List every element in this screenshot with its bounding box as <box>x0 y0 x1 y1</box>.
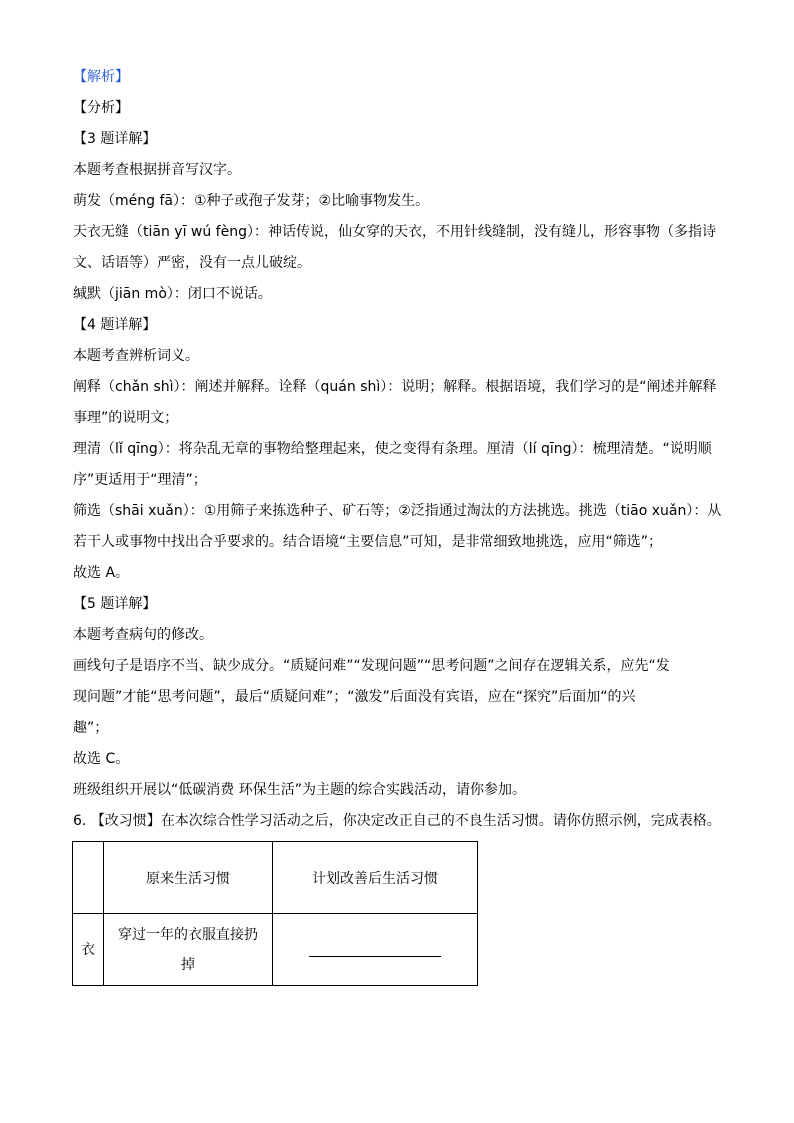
table-header-blank <box>73 842 104 914</box>
habit-table <box>72 841 478 986</box>
q5-line-1: 画线句子是语序不当、缺少成分。“质疑问难”“发现问题”“思考问题”之间存在逻辑关系，应先“发 <box>73 658 670 674</box>
q3-title: 【3 题详解】 <box>73 131 157 147</box>
q5-title: 【5 题详解】 <box>73 596 157 612</box>
q4-answer: 故选 A。 <box>73 565 130 581</box>
row-original-line-1: 穿过一年的衣服直接扔 <box>118 926 258 943</box>
q5-line-2: 现问题”才能“思考问题”，最后“质疑问难”；“激发”后面没有宾语，应在“探究”后面加“的兴 <box>73 689 636 705</box>
row-label-clothing: 衣 <box>73 914 104 986</box>
q5-line-3: 趣”； <box>73 720 109 736</box>
q4-line-5: 筛选（shāi xuǎn）：①用筛子来拣选种子、矿石等；②泛指通过淘汰的方法挑选。挑选（tiāo xuǎn）：从 <box>73 503 722 519</box>
q6-text: 在本次综合性学习活动之后，你决定改正自己的不良生活习惯。请你仿照示例，完成表格。 <box>160 813 721 829</box>
activity-intro: 班级组织开展以“低碳消费 环保生活”为主题的综合实践活动，请你参加。 <box>73 782 526 798</box>
table-header-row <box>73 842 478 914</box>
q6-number: 6. <box>73 813 87 829</box>
row-original-habit <box>104 914 273 986</box>
answer-blank-line[interactable] <box>309 942 441 957</box>
row-original-line-2: 掉 <box>181 956 195 973</box>
q6-prompt <box>73 806 723 837</box>
q3-intro: 本题考查根据拼音写汉字。 <box>73 162 241 178</box>
q4-line-1: 阐释（chǎn shì）：阐述并解释。诠释（quán shì）：说明；解释。根据语境，我们学习的是“阐述并解释 <box>73 379 717 395</box>
q4-intro: 本题考查辨析词义。 <box>73 348 199 364</box>
q4-title: 【4 题详解】 <box>73 317 157 333</box>
document-page <box>73 62 723 837</box>
q3-line-3: 文、话语等）严密，没有一点儿破绽。 <box>73 255 311 271</box>
q3-line-1: 萌发（méng fā）：①种子或孢子发芽；②比喻事物发生。 <box>73 193 430 209</box>
q3-line-2: 天衣无缝（tiān yī wú fèng）：神话传说，仙女穿的天衣，不用针线缝制，没有缝儿，形容事物（多指诗 <box>73 224 716 240</box>
q5-intro: 本题考查病句的修改。 <box>73 627 213 643</box>
q3-line-4: 缄默（jiān mò）：闭口不说话。 <box>73 286 272 302</box>
table-header-original: 原来生活习惯 <box>104 842 273 914</box>
table-row <box>73 914 478 986</box>
analysis-heading: 【解析】 <box>73 69 129 85</box>
q4-line-2: 事理”的说明文； <box>73 410 179 426</box>
table-header-improved: 计划改善后生活习惯 <box>273 842 478 914</box>
q5-answer: 故选 C。 <box>73 751 130 767</box>
fenxi-heading: 【分析】 <box>73 100 129 116</box>
row-improved-habit-blank[interactable] <box>273 914 478 986</box>
q4-line-6: 若干人或事物中找出合乎要求的。结合语境“主要信息”可知，是非常细致地挑选，应用“筛选”； <box>73 534 663 550</box>
q4-line-3: 理清（lǐ qīng）：将杂乱无章的事物给整理起来，使之变得有条理。厘清（lí qīng）：梳理清楚。“说明顺 <box>73 441 712 457</box>
q6-tag: 【改习惯】 <box>90 813 161 829</box>
q4-line-4: 序”更适用于“理清”； <box>73 472 207 488</box>
